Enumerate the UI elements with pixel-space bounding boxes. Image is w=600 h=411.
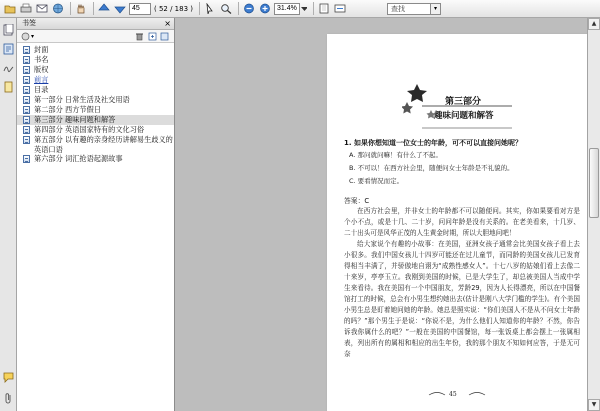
bookmark-item[interactable] xyxy=(17,95,174,105)
navigation-rail xyxy=(0,18,17,411)
fit-width-icon[interactable] xyxy=(333,2,347,16)
bookmark-icon xyxy=(23,66,30,74)
paragraph: 在西方社会里，并非女士的年龄都不可以随便问。其实，你如果要看对方是个小不点，或是十几、二十岁，问问年龄是没有关系的。在老美看来，十几岁、二十出头可是风华正茂的人生黄金时期，所以大胆地问吧！ xyxy=(344,207,580,237)
paperclip-icon[interactable] xyxy=(2,391,15,404)
toolbar-divider xyxy=(238,2,239,15)
bookmark-item[interactable] xyxy=(17,135,174,154)
bookmark-list xyxy=(17,43,174,164)
scroll-up-icon[interactable]: ▲ xyxy=(588,18,600,30)
bookmark-icon xyxy=(23,56,30,64)
bookmark-label: 第五部分 以有趣的亲身经历讲解易生歧义的英语口语 xyxy=(34,135,173,154)
bookmark-item[interactable] xyxy=(17,65,174,75)
signatures-icon[interactable] xyxy=(2,61,15,74)
document-viewport[interactable] xyxy=(175,18,600,411)
bookmark-label: 第一部分 日常生活及社交用语 xyxy=(34,95,130,104)
zoom-dropdown-icon[interactable] xyxy=(300,2,308,16)
bookmark-label: 第六部分 词汇抢语起源故事 xyxy=(34,154,123,164)
close-panel-button[interactable]: × xyxy=(164,19,171,28)
bookmark-icon xyxy=(23,106,30,114)
attachments-icon[interactable] xyxy=(2,80,15,93)
bookmark-icon xyxy=(23,86,30,94)
chapter-banner-decoration xyxy=(402,82,517,134)
question-heading: 1. 如果你想知道一位女士的年龄，可不可以直接问她呢？ xyxy=(344,139,522,147)
zoom-out-icon[interactable] xyxy=(242,2,256,16)
zoom-in-icon[interactable] xyxy=(258,2,272,16)
delete-bookmark-icon[interactable] xyxy=(135,32,144,41)
bookmark-item[interactable] xyxy=(17,125,174,135)
options-menu-button[interactable] xyxy=(21,32,34,41)
bookmark-label: 第四部分 英语国家特有的文化习俗 xyxy=(34,125,145,134)
body-text xyxy=(344,206,580,360)
panel-title: 书签 xyxy=(22,19,36,27)
next-page-icon[interactable] xyxy=(113,2,127,16)
answer-option: C. 要看情况而定。 xyxy=(349,177,404,185)
bookmark-icon xyxy=(23,155,30,163)
print-icon[interactable] xyxy=(19,2,33,16)
toolbar-divider xyxy=(199,2,200,15)
document-page xyxy=(327,34,590,411)
previous-page-icon[interactable] xyxy=(97,2,111,16)
main-toolbar xyxy=(0,0,600,18)
bookmark-icon xyxy=(23,96,30,104)
bookmark-icon xyxy=(23,126,30,134)
bookmark-item[interactable] xyxy=(17,154,174,164)
page-number: 45 xyxy=(449,391,457,398)
email-icon[interactable] xyxy=(35,2,49,16)
bookmark-label: 封面 xyxy=(34,45,49,54)
answer-option: B. 不可以！在西方社会里，随便问女士年龄是不礼貌的。 xyxy=(349,164,514,172)
scrollbar-thumb[interactable] xyxy=(589,148,599,218)
bookmark-label: 书名 xyxy=(34,55,49,64)
fit-page-icon[interactable] xyxy=(317,2,331,16)
new-bookmark-icon[interactable] xyxy=(148,32,157,41)
paragraph: 给大家说个有趣的小故事：在美国，亚洲女孩子通常会比美国女孩子看上去小很多。我们中国女孩儿十四岁可能还在过儿童节，而同龄的美国女孩儿已发育得相当丰满了，并骄傲地自诩为“成熟性感女人”。十七八岁的姑娘们看上去像二十来岁，亭亭玉立。我刚到美国的时候，已是大学生了，却总被美国人当成中学生来看待。我在美国有一个中国朋友，芳龄29，因为人长得漂亮，所以在中国餐馆打工的时候，总会有小男生想约她出去(估计是刚八大学门槛的学生)。有个美国小男生总是盯着她问她的年龄。她总是照实说：“你们美国人不是从不问女士年龄的吗？”那个男生于是说：“你说不是，为什么他们人知道你的年龄？不然，你告诉我你属什么的吧？”一般在美国的中国餐馆，每一张饭桌上都会摆上一张属相表，列出所有的属相和相应的出生年份，我的那个朋友不知如何应答，于是无可奈 xyxy=(344,240,580,358)
scroll-down-icon[interactable]: ▼ xyxy=(588,399,600,411)
bookmark-label: 版权 xyxy=(34,65,49,74)
pages-icon[interactable] xyxy=(2,23,15,36)
panel-toolbar xyxy=(17,30,174,43)
bookmark-icon xyxy=(23,46,30,54)
bookmark-item[interactable] xyxy=(17,55,174,65)
answer-option: A. 那问就问嘛！有什么了不起。 xyxy=(349,151,442,159)
page-footer-ornament xyxy=(427,390,487,400)
answer-label: 答案：C xyxy=(344,197,370,205)
comments-icon[interactable] xyxy=(2,370,15,383)
bookmark-icon xyxy=(23,136,30,144)
bookmark-label: 第二部分 西方节假日 xyxy=(34,105,101,114)
search-input[interactable]: 查找 xyxy=(387,3,431,15)
toolbar-divider xyxy=(93,2,94,15)
bookmark-item[interactable] xyxy=(17,105,174,115)
bookmark-label: 前言 xyxy=(34,75,49,84)
bookmark-item[interactable] xyxy=(17,45,174,55)
page-count-label: ( 52 / 183 ) xyxy=(154,4,193,13)
zoom-level-input[interactable] xyxy=(274,3,300,15)
bookmark-item-selected[interactable] xyxy=(17,115,174,125)
bookmarks-icon[interactable] xyxy=(2,42,15,55)
zoom-tool-icon[interactable] xyxy=(219,2,233,16)
web-globe-icon[interactable] xyxy=(51,2,65,16)
bookmarks-panel xyxy=(17,18,175,411)
panel-header xyxy=(17,18,174,30)
bookmark-item[interactable] xyxy=(17,85,174,95)
select-tool-icon[interactable] xyxy=(203,2,217,16)
open-icon[interactable] xyxy=(3,2,17,16)
toolbar-divider xyxy=(70,2,71,15)
search-dropdown-icon[interactable]: ▾ xyxy=(431,3,441,15)
bookmark-item[interactable] xyxy=(17,75,174,85)
options-dropdown-icon: ▾ xyxy=(31,33,35,40)
bookmark-label: 第三部分 趣味问题和解答 xyxy=(34,115,116,124)
bookmark-label: 目录 xyxy=(34,85,49,94)
bookmark-icon xyxy=(23,76,30,84)
chapter-part-label: 第三部分 xyxy=(445,97,482,107)
page-number-input[interactable] xyxy=(129,3,151,15)
vertical-scrollbar[interactable] xyxy=(587,18,600,411)
hand-cursor-icon[interactable] xyxy=(74,2,88,16)
bookmark-icon xyxy=(23,116,30,124)
expand-bookmark-icon[interactable] xyxy=(160,32,169,41)
toolbar-divider xyxy=(313,2,314,15)
chapter-title: 趣味问题和解答 xyxy=(434,111,494,121)
